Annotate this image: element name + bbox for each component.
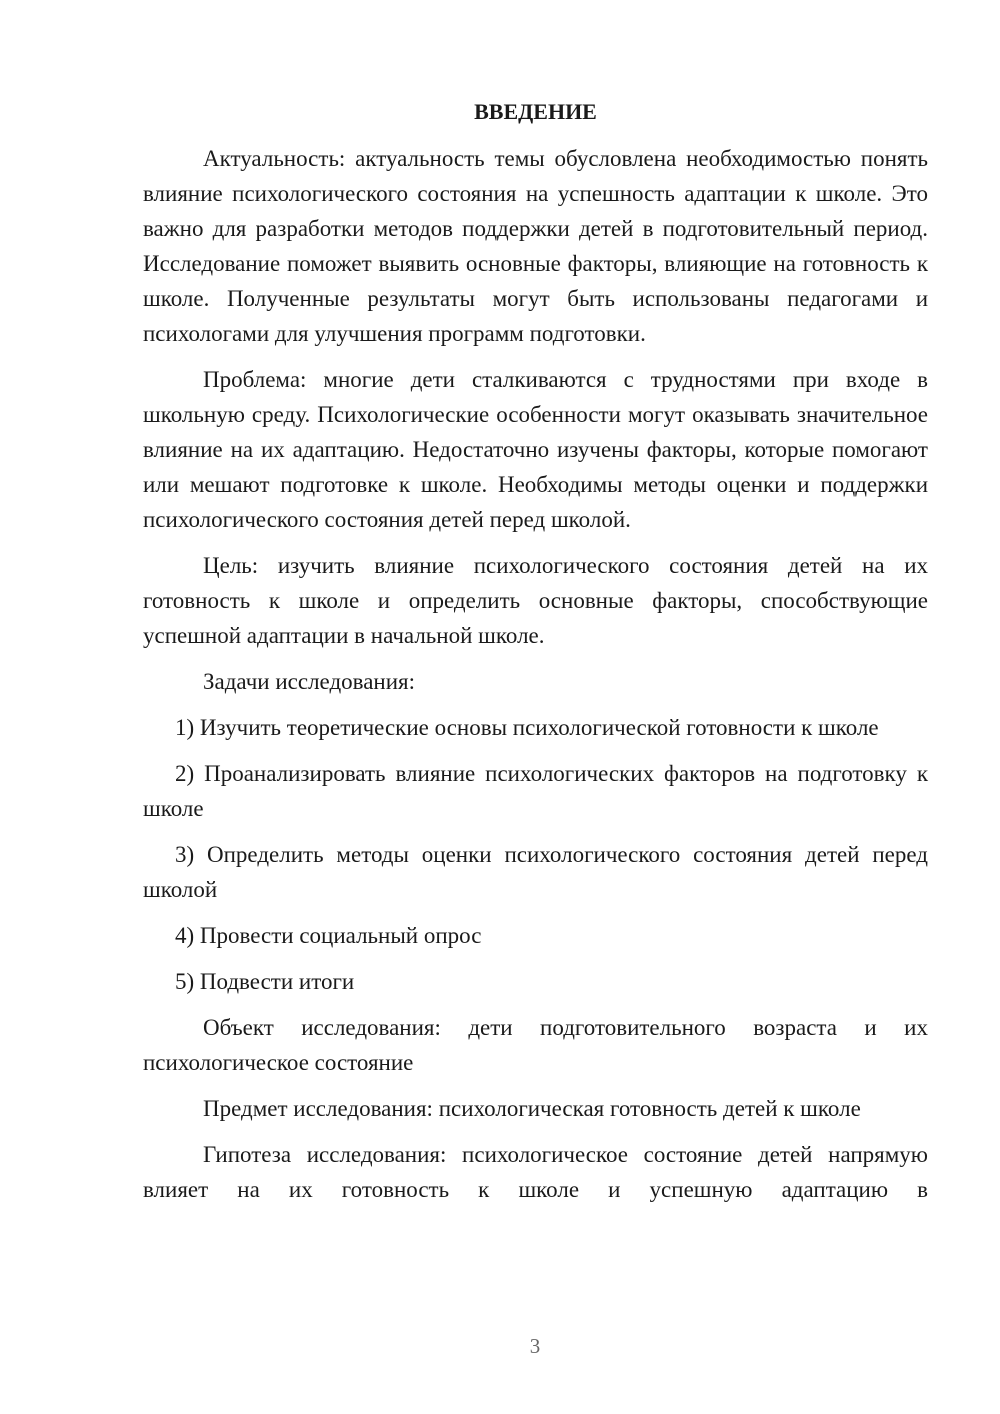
task-item: 2) Проанализировать влияние психологических факторов на подготовку к школе bbox=[143, 761, 928, 821]
goal-paragraph: Цель: изучить влияние психологического состояния детей на их готовность к школе и определить основные факторы, способствующие успешной адаптации в начальной школе. bbox=[143, 553, 928, 648]
relevance-paragraph: Актуальность: актуальность темы обусловлена необходимостью понять влияние психологического состояния на успешность адаптации к школе. Это важно для разработки методов поддержки детей в подготовительный период. Исследование поможет выявить основные факторы, влияющие на готовность к школе. Полученные результаты могут быть использованы педагогами и психологами для улучшения программ подготовки. bbox=[143, 146, 928, 346]
subject-paragraph: Предмет исследования: психологическая готовность детей к школе bbox=[203, 1096, 861, 1121]
page-heading: ВВЕДЕНИЕ bbox=[474, 99, 597, 124]
task-item: 3) Определить методы оценки психологического состояния детей перед школой bbox=[143, 842, 928, 902]
hypothesis-paragraph: Гипотеза исследования: психологическое состояние детей напрямую влияет на их готовность к школе и успешную адаптацию в bbox=[143, 1142, 928, 1202]
page-content bbox=[143, 94, 928, 1218]
tasks-label: Задачи исследования: bbox=[203, 669, 416, 694]
task-item: 4) Провести социальный опрос bbox=[175, 923, 482, 948]
task-item: 1) Изучить теоретические основы психологической готовности к школе bbox=[175, 715, 879, 740]
object-paragraph: Объект исследования: дети подготовительного возраста и их психологическое состояние bbox=[143, 1015, 928, 1075]
task-item: 5) Подвести итоги bbox=[175, 969, 355, 994]
page-number: 3 bbox=[529, 1334, 541, 1358]
problem-paragraph: Проблема: многие дети сталкиваются с трудностями при входе в школьную среду. Психологические особенности могут оказывать значительное влияние на их адаптацию. Недостаточно изучены факторы, которые помогают или мешают подготовке к школе. Необходимы методы оценки и поддержки психологического состояния детей перед школой. bbox=[143, 367, 928, 532]
